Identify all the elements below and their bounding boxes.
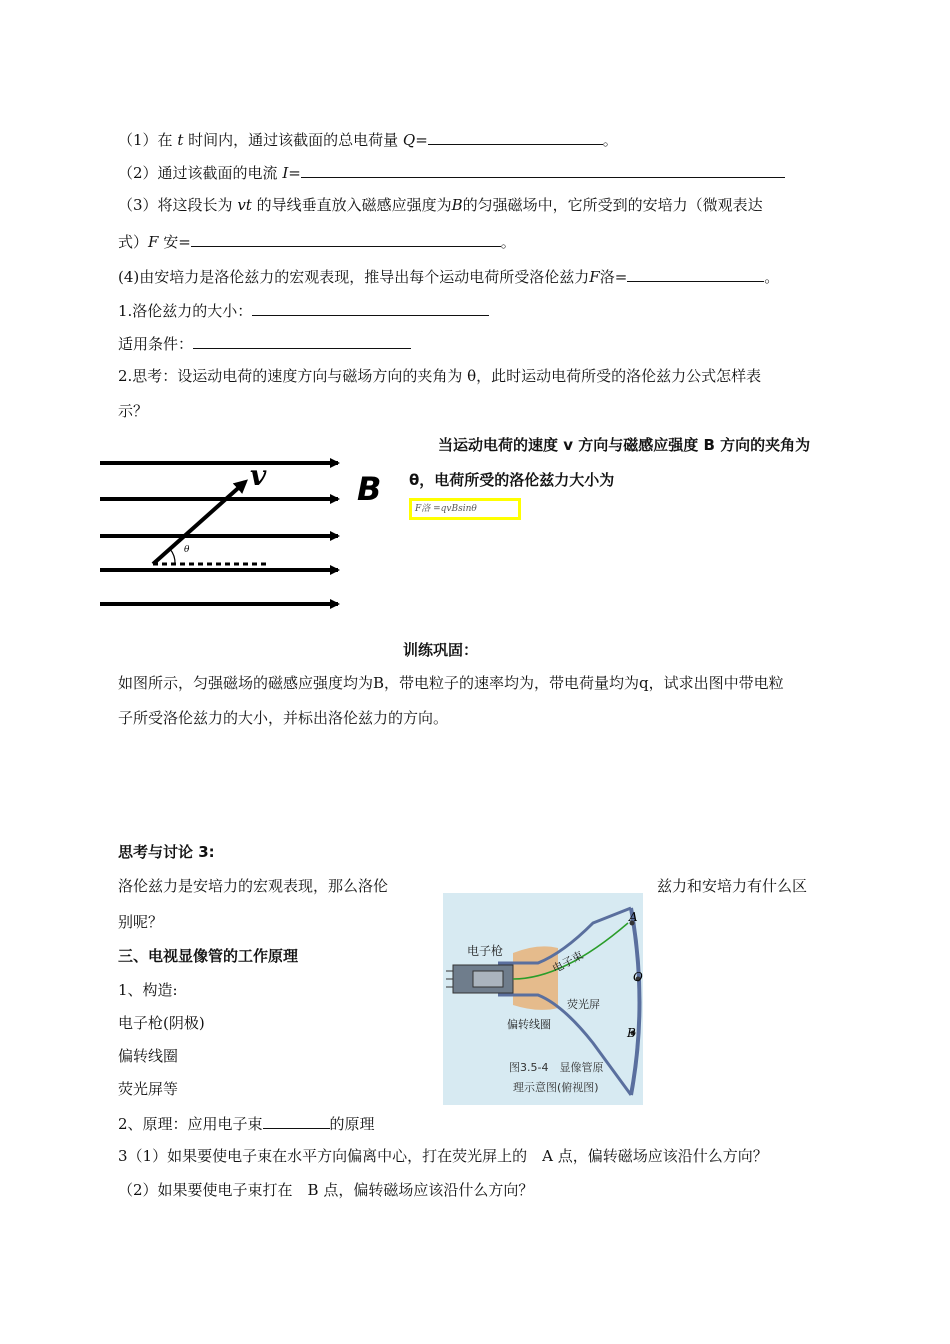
q1-eq: =	[415, 131, 428, 149]
answer-line2: θ，电荷所受的洛伦兹力大小为	[409, 471, 615, 489]
q2-text: （2）通过该截面的电流	[118, 164, 283, 182]
condition-label: 适用条件：	[118, 335, 194, 353]
q4-rest: 洛=	[599, 268, 628, 286]
coil-label: 偏转线圈	[507, 1018, 551, 1031]
q2-blank[interactable]	[301, 161, 785, 178]
question-3-2: （2）如果要使电子束打在 B 点，偏转磁场应该沿什么方向？	[118, 1181, 534, 1199]
q1-blank[interactable]	[428, 128, 603, 145]
q1-mid: 时间内，通过该截面的总电荷量	[183, 131, 403, 149]
q3b-rest: 安=	[158, 233, 191, 251]
q2-i: I	[282, 164, 289, 182]
q1-t: t	[177, 131, 184, 149]
gun-label: 电子枪	[467, 944, 504, 958]
training-title: 训练巩固：	[403, 641, 479, 659]
structure-label: 1、构造:	[118, 981, 178, 999]
q4-text: (4)由安培力是洛伦兹力的宏观表现，推导出每个运动电荷所受洛伦兹力	[118, 268, 590, 286]
q3-blank[interactable]	[191, 230, 501, 247]
q4-blank[interactable]	[627, 265, 764, 282]
q3-rest2: 的匀强磁场中，它所受到的安培力（微观表达	[462, 196, 763, 214]
question-3-line1	[118, 195, 763, 215]
formula-box	[409, 498, 521, 520]
structure-item-screen: 荧光屏等	[118, 1080, 179, 1098]
structure-item-coil: 偏转线圈	[118, 1047, 179, 1065]
principle-a: 2、原理：应用电子束	[118, 1115, 263, 1133]
q3-vt: vt	[237, 196, 252, 214]
answer-line1: 当运动电荷的速度 v 方向与磁感应强度 B 方向的夹角为	[438, 436, 811, 454]
b-label: B	[357, 470, 382, 508]
angle-arc	[170, 549, 175, 564]
velocity-arrow	[153, 482, 245, 564]
q3-rest: 的导线垂直放入磁感应强度为	[251, 196, 452, 214]
v-label: v	[250, 459, 267, 492]
lorentz-size-label: 1.洛伦兹力的大小：	[118, 302, 253, 320]
condition-blank[interactable]	[193, 332, 411, 349]
discussion-line2: 别呢？	[118, 913, 164, 931]
q3-text: （3）将这段长为	[118, 196, 238, 214]
caption-line1: 图3.5-4 显像管原	[509, 1061, 604, 1074]
magnetic-field-figure	[95, 452, 395, 622]
principle-b: 的原理	[329, 1115, 375, 1133]
q3b-text: 式）	[118, 233, 149, 251]
lorentz-size-line	[118, 299, 489, 321]
q4-end: 。	[764, 268, 780, 286]
theta-label: θ	[184, 545, 190, 555]
question-3-1: 3（1）如果要使电子束在水平方向偏离中心，打在荧光屏上的 A 点，偏转磁场应该沿什么方向？	[118, 1147, 768, 1165]
question-2	[118, 161, 785, 183]
crt-diagram	[443, 893, 643, 1105]
q3b-f: F	[148, 233, 159, 251]
gun-inner	[473, 971, 503, 987]
q1-end: 。	[602, 131, 618, 149]
screen-label: 荧光屏	[567, 998, 600, 1011]
section3-title: 三、电视显像管的工作原理	[118, 947, 299, 965]
formula-text: F洛 =qvBsinθ	[412, 501, 518, 517]
think2-line2: 示？	[118, 402, 149, 420]
training-line1: 如图所示，匀强磁场的磁感应强度均为B，带电粒子的速率均为，带电荷量均为q，试求出图中带电粒	[118, 674, 784, 692]
discussion-line1b: 兹力和安培力有什么区	[657, 877, 808, 895]
q4-f: F	[589, 268, 600, 286]
lorentz-size-blank[interactable]	[252, 299, 489, 316]
point-b-label: B	[627, 1026, 636, 1040]
condition-line	[118, 332, 411, 354]
question-3-line2	[118, 230, 516, 252]
question-4	[118, 265, 779, 287]
q3-b: B	[451, 196, 463, 214]
think2-line1: 2.思考：设运动电荷的速度方向与磁场方向的夹角为 θ，此时运动电荷所受的洛伦兹力公式怎样表	[118, 367, 762, 385]
caption-line2: 理示意图(俯视图)	[513, 1081, 599, 1094]
q2-eq: =	[288, 164, 301, 182]
q1-q: Q	[402, 131, 416, 149]
question-1	[118, 128, 618, 150]
point-a-label: A	[629, 910, 638, 924]
q1-prefix: （1）在	[118, 131, 178, 149]
discussion-title: 思考与讨论 3:	[118, 843, 215, 861]
beam-label: 电子束	[550, 948, 586, 976]
q3b-end: 。	[500, 233, 516, 251]
structure-item-gun: 电子枪(阴极)	[118, 1014, 205, 1032]
principle-line	[118, 1112, 375, 1134]
point-o-label: O	[633, 970, 643, 984]
discussion-line1a: 洛伦兹力是安培力的宏观表现，那么洛伦	[118, 877, 389, 895]
training-line2: 子所受洛伦兹力的大小，并标出洛伦兹力的方向。	[118, 709, 449, 727]
principle-blank[interactable]	[263, 1112, 330, 1129]
